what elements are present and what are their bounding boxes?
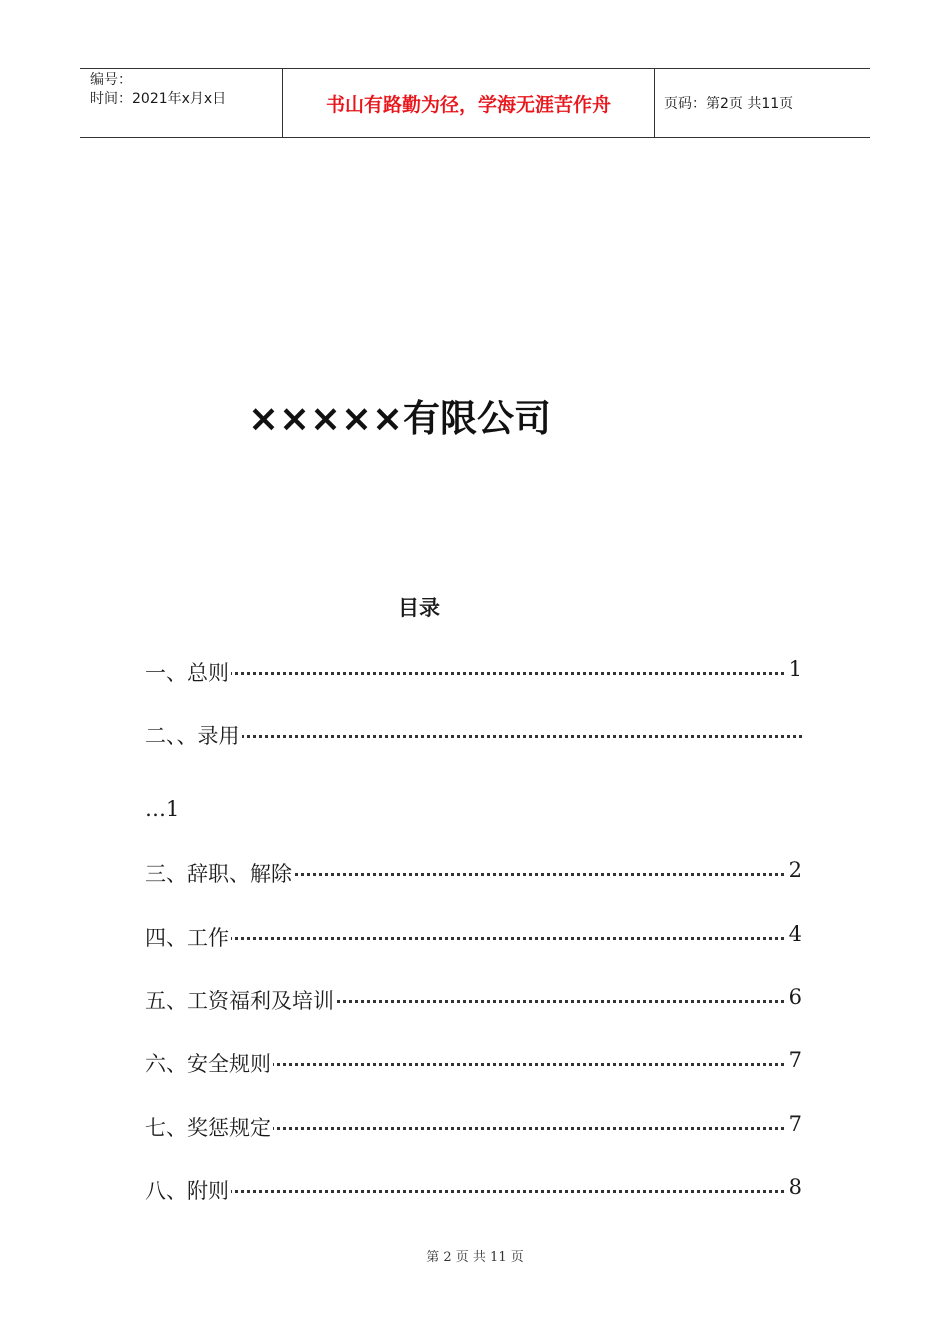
toc-item-label: 三、辞职、解除 [145, 862, 292, 886]
toc-item-label: 五、工资福利及培训 [145, 989, 334, 1013]
page-footer: 第 2 页 共 11 页 [426, 1250, 524, 1265]
toc-item-label: 七、奖惩规定 [145, 1116, 271, 1140]
toc-item-continuation: …1 [145, 797, 180, 821]
time-label: 时间：2021年x月x日 [90, 91, 227, 107]
toc-item-label: 四、工作 [145, 926, 229, 950]
toc-item [145, 985, 802, 1015]
toc-item [145, 1175, 802, 1205]
toc-item [145, 657, 802, 687]
number-label: 编号： [90, 72, 132, 88]
toc-item-page: 4 [788, 922, 802, 946]
toc-item-label: 八、附则 [145, 1179, 229, 1203]
toc-item-page: 1 [788, 657, 802, 681]
toc-leader [145, 937, 802, 940]
toc-item-label: 一、总则 [145, 661, 229, 685]
toc-leader [145, 735, 802, 738]
toc-leader [145, 672, 802, 675]
toc-item-page: 7 [788, 1112, 802, 1136]
toc-item-page: 8 [788, 1175, 802, 1199]
toc-item [145, 922, 802, 952]
toc-title: 目录 [398, 596, 440, 620]
toc-item [145, 1112, 802, 1142]
toc-item [145, 858, 802, 888]
company-name: ×××××有限公司 [248, 397, 552, 440]
toc-item-page: 7 [788, 1048, 802, 1072]
toc-leader [145, 1190, 802, 1193]
header-page-label: 页码：第2页 共11页 [664, 96, 794, 112]
header-meta [80, 69, 282, 137]
toc-item-page: 6 [788, 985, 802, 1009]
toc-item [145, 1048, 802, 1078]
header-motto: 书山有路勤为径，学海无涯苦作舟 [282, 69, 655, 137]
toc-item [145, 720, 802, 750]
page-header [80, 68, 870, 138]
toc-item-label: 二、、录用 [145, 724, 240, 748]
toc-item-page: 2 [788, 858, 802, 882]
toc-item-label: 六、安全规则 [145, 1052, 271, 1076]
